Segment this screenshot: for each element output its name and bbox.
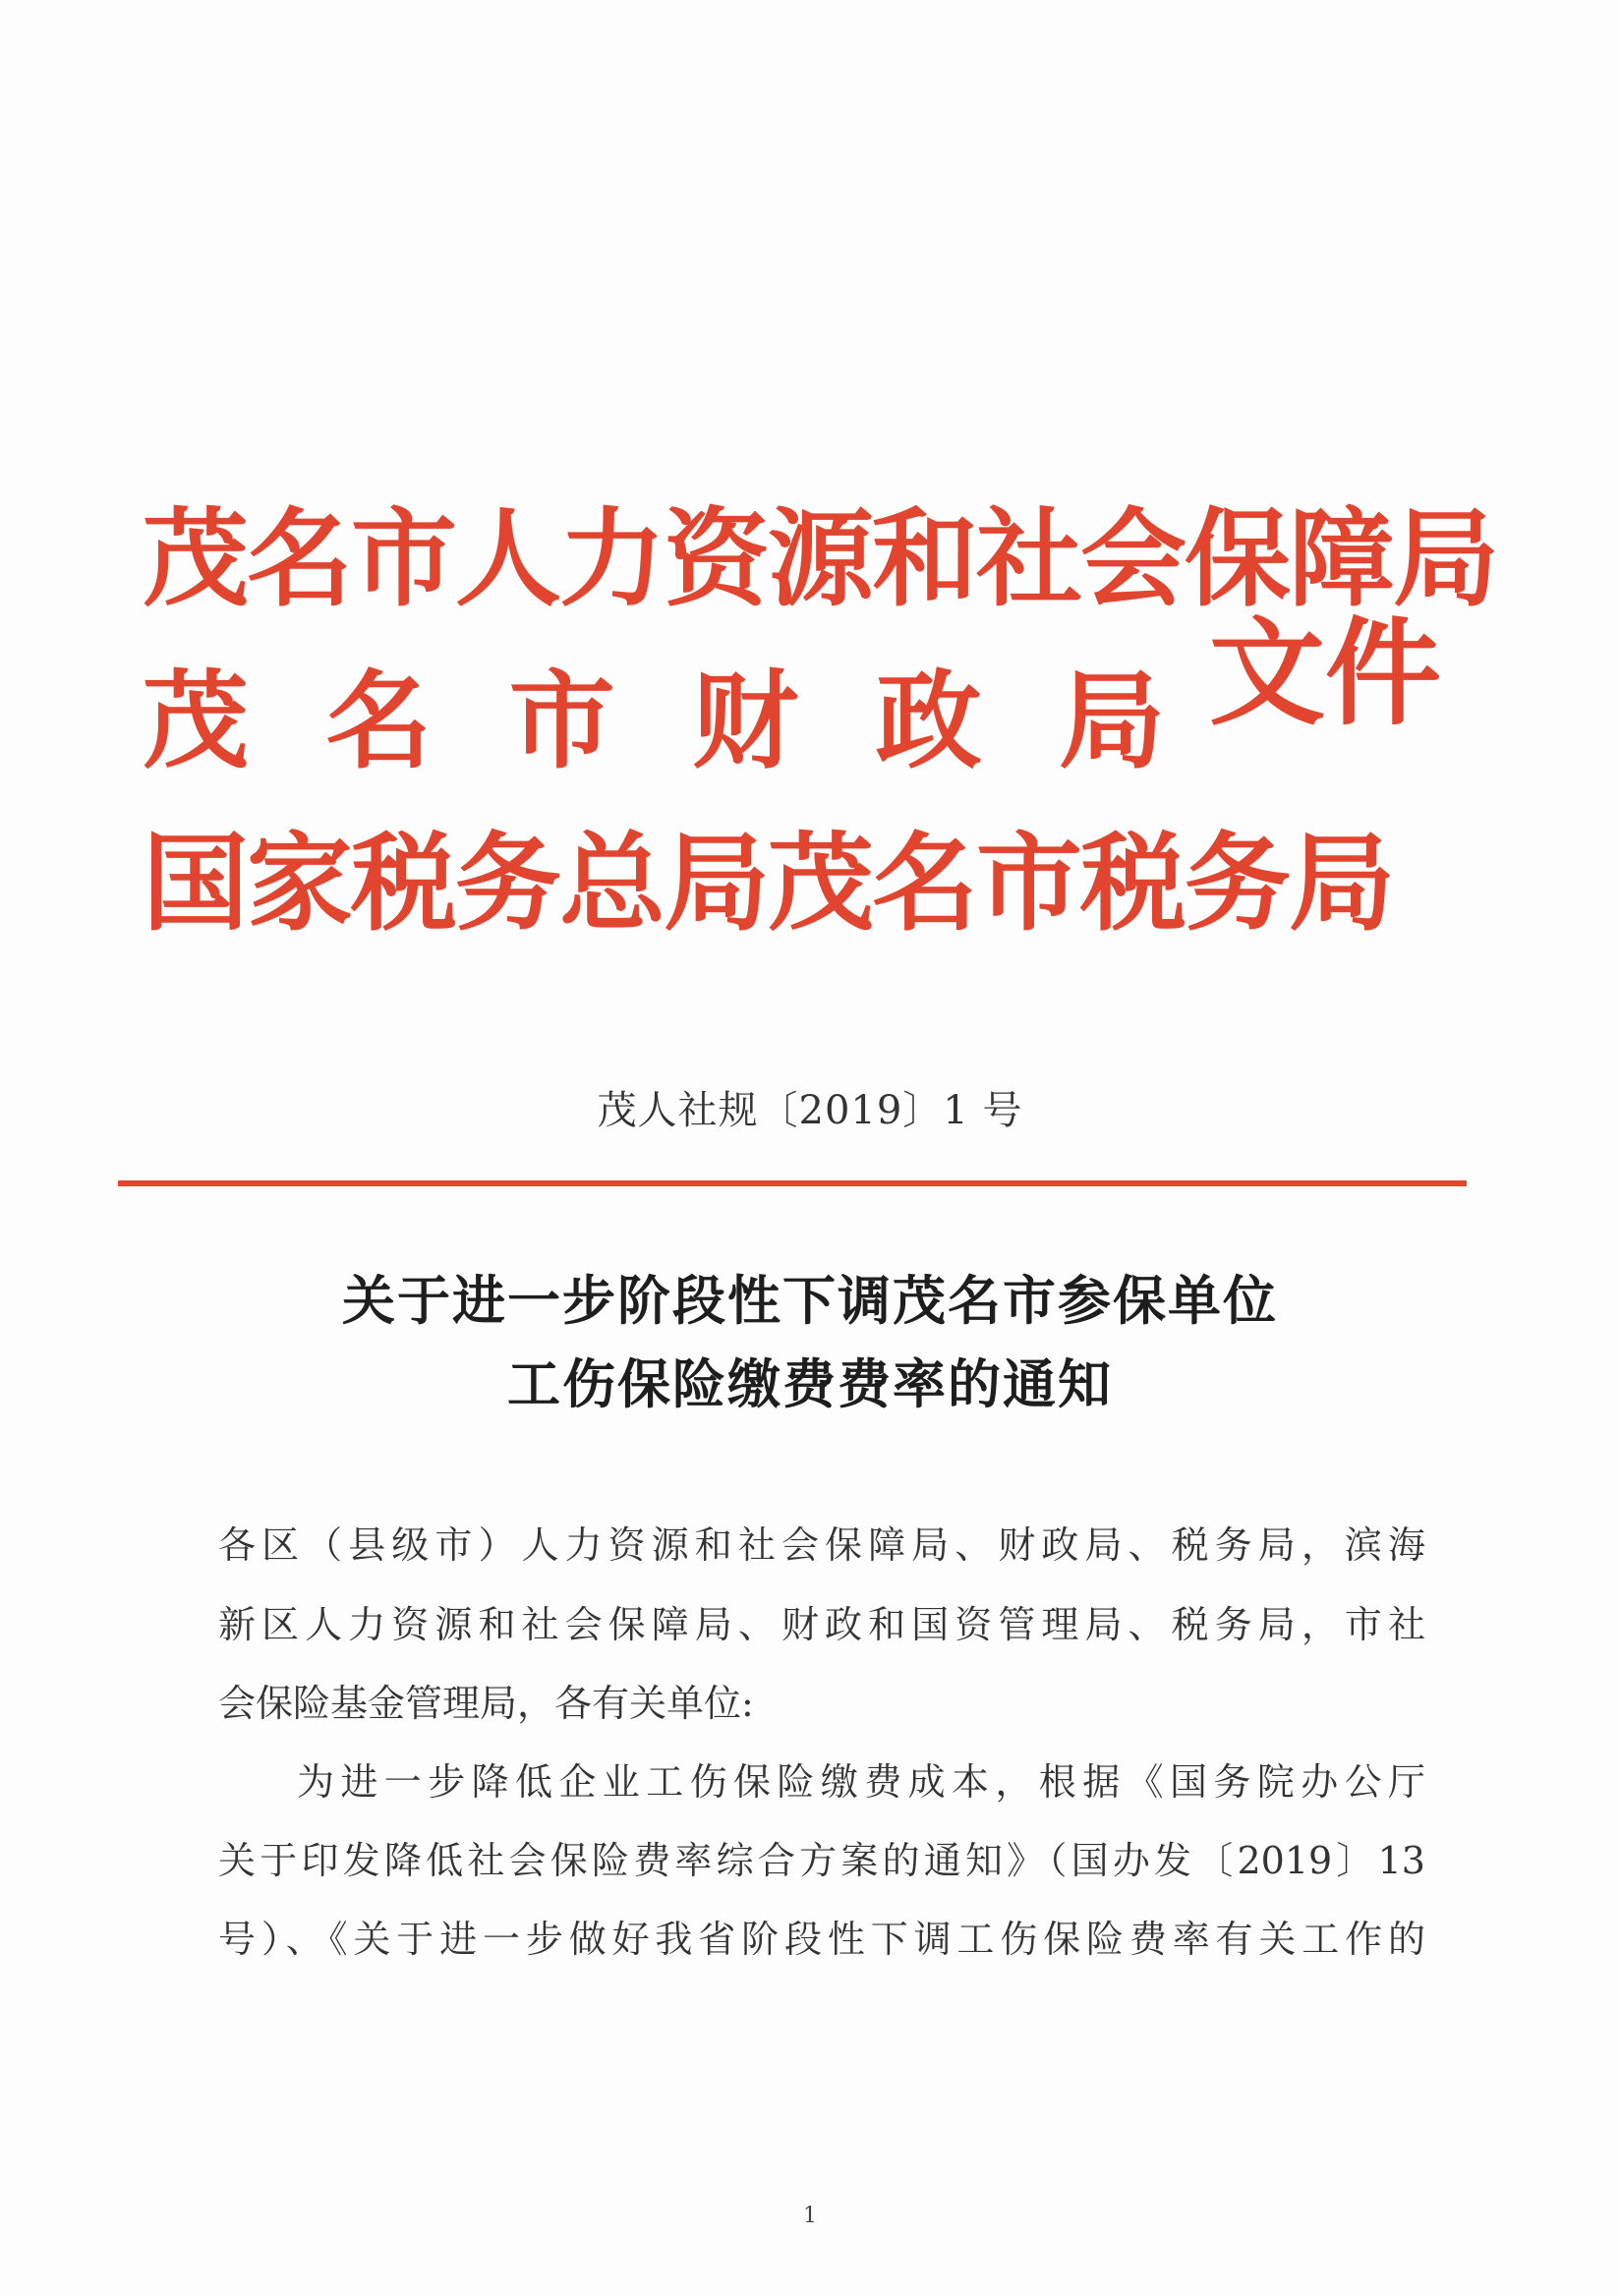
- issuer-finance-char: 市: [508, 660, 615, 783]
- issuer-finance-bureau: [143, 659, 1165, 786]
- issuer-finance-char: 茂: [143, 660, 250, 783]
- issuer-finance-char: 名: [325, 660, 433, 783]
- red-header: [143, 496, 1498, 958]
- body-line: 会保险基金管理局，各有关单位:: [218, 1682, 754, 1725]
- issuer-finance-char: 政: [875, 660, 982, 783]
- red-divider: [118, 1180, 1467, 1186]
- document-word: 文件: [1209, 605, 1442, 741]
- page-number: 1: [803, 2204, 817, 2228]
- notice-title-line-1: 关于进一步阶段性下调茂名市参保单位: [342, 1269, 1278, 1332]
- body-line: 为进一步降低企业工伤保险缴费成本，根据《国务院办公厅: [297, 1760, 1425, 1804]
- body-line: 关于印发降低社会保险费率综合方案的通知》（国办发〔2019〕13: [218, 1839, 1425, 1882]
- issuer-finance-char: 局: [1058, 660, 1165, 783]
- body-line: 新区人力资源和社会保障局、财政和国资管理局、税务局，市社: [218, 1603, 1425, 1646]
- document-number: 茂人社规〔2019〕1 号: [597, 1088, 1023, 1133]
- issuer-tax-bureau: 国家税务总局茂名市税务局: [143, 823, 1394, 946]
- notice-title-line-2: 工伤保险缴费费率的通知: [507, 1352, 1113, 1415]
- issuer-hrss-bureau: 茂名市人力资源和社会保障局: [143, 498, 1498, 621]
- body-line: 号）、《关于进一步做好我省阶段性下调工伤保险费率有关工作的: [218, 1918, 1425, 1961]
- body-line: 各区（县级市）人力资源和社会保障局、财政局、税务局，滨海: [218, 1523, 1425, 1567]
- issuer-finance-char: 财: [692, 660, 799, 783]
